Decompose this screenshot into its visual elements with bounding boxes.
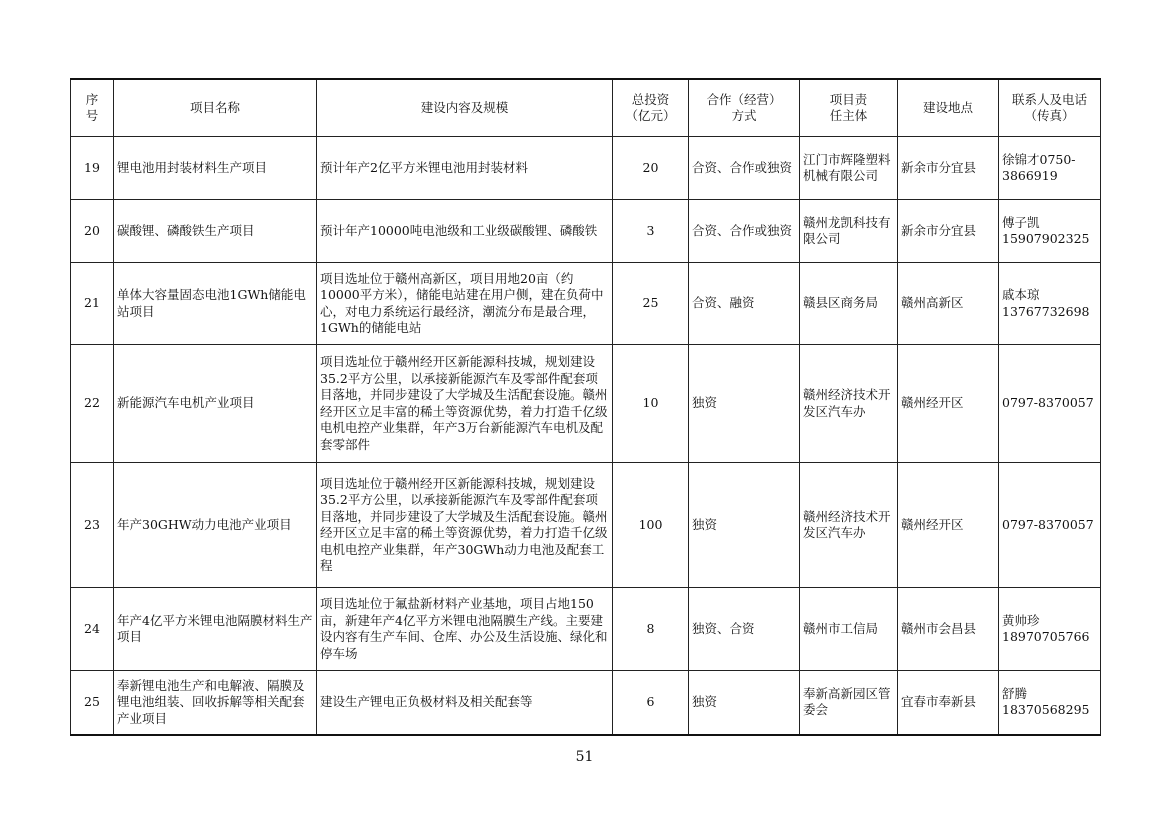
cell-owner: 赣州经济技术开发区汽车办 — [800, 463, 898, 588]
cell-cooperation: 合资、合作或独资 — [689, 137, 800, 200]
cell-location: 赣州经开区 — [898, 463, 999, 588]
cell-cooperation: 合资、融资 — [689, 263, 800, 345]
cell-name: 单体大容量固态电池1GWh储能电站项目 — [114, 263, 317, 345]
cell-investment: 20 — [613, 137, 689, 200]
cell-name: 年产4亿平方米锂电池隔膜材料生产项目 — [114, 588, 317, 671]
cell-name: 锂电池用封装材料生产项目 — [114, 137, 317, 200]
table-row — [71, 200, 1101, 263]
cell-location: 赣州市会昌县 — [898, 588, 999, 671]
cell-cooperation: 独资 — [689, 345, 800, 463]
cell-name: 新能源汽车电机产业项目 — [114, 345, 317, 463]
cell-contact: 0797-8370057 — [999, 345, 1101, 463]
projects-table — [70, 78, 1101, 736]
header-seq: 序 号 — [71, 79, 114, 137]
cell-investment: 8 — [613, 588, 689, 671]
cell-content: 预计年产2亿平方米锂电池用封装材料 — [317, 137, 613, 200]
cell-seq: 21 — [71, 263, 114, 345]
cell-investment: 100 — [613, 463, 689, 588]
cell-content: 项目选址位于赣州经开区新能源科技城，规划建设35.2平方公里，以承接新能源汽车及零部件配套项目落地，并同步建设了大学城及生活配套设施。赣州经开区立足丰富的稀土等资源优势，着力打造千亿级电机电控产业集群，年产3万台新能源汽车电机及配套零部件 — [317, 345, 613, 463]
table-header-row — [71, 79, 1101, 137]
cell-contact: 傅子凯15907902325 — [999, 200, 1101, 263]
table-row — [71, 137, 1101, 200]
cell-content: 预计年产10000吨电池级和工业级碳酸锂、磷酸铁 — [317, 200, 613, 263]
cell-owner: 奉新高新园区管委会 — [800, 671, 898, 735]
cell-owner: 赣县区商务局 — [800, 263, 898, 345]
table-row — [71, 463, 1101, 588]
cell-investment: 6 — [613, 671, 689, 735]
cell-contact: 舒腾18370568295 — [999, 671, 1101, 735]
cell-seq: 19 — [71, 137, 114, 200]
cell-location: 宜春市奉新县 — [898, 671, 999, 735]
cell-content: 项目选址位于赣州经开区新能源科技城，规划建设35.2平方公里，以承接新能源汽车及零部件配套项目落地，并同步建设了大学城及生活配套设施。赣州经开区立足丰富的稀土等资源优势，着力打造千亿级电机电控产业集群，年产30GWh动力电池及配套工程 — [317, 463, 613, 588]
cell-seq: 24 — [71, 588, 114, 671]
cell-seq: 23 — [71, 463, 114, 588]
cell-owner: 江门市辉隆塑料机械有限公司 — [800, 137, 898, 200]
table-row — [71, 671, 1101, 735]
cell-content: 建设生产锂电正负极材料及相关配套等 — [317, 671, 613, 735]
cell-location: 新余市分宜县 — [898, 200, 999, 263]
cell-investment: 3 — [613, 200, 689, 263]
header-name: 项目名称 — [114, 79, 317, 137]
table-row — [71, 263, 1101, 345]
cell-cooperation: 独资 — [689, 463, 800, 588]
cell-owner: 赣州龙凯科技有限公司 — [800, 200, 898, 263]
cell-investment: 10 — [613, 345, 689, 463]
cell-owner: 赣州经济技术开发区汽车办 — [800, 345, 898, 463]
cell-seq: 25 — [71, 671, 114, 735]
cell-content: 项目选址位于赣州高新区，项目用地20亩（约10000平方米），储能电站建在用户侧，建在负荷中心，对电力系统运行最经济，潮流分布是最合理，1GWh的储能电站 — [317, 263, 613, 345]
header-investment: 总投资 （亿元） — [613, 79, 689, 137]
cell-cooperation: 独资、合资 — [689, 588, 800, 671]
cell-seq: 20 — [71, 200, 114, 263]
header-cooperation: 合作（经营） 方式 — [689, 79, 800, 137]
cell-contact: 0797-8370057 — [999, 463, 1101, 588]
cell-owner: 赣州市工信局 — [800, 588, 898, 671]
cell-content: 项目选址位于氟盐新材料产业基地，项目占地150亩，新建年产4亿平方米锂电池隔膜生产线。主要建设内容有生产车间、仓库、办公及生活设施、绿化和停车场 — [317, 588, 613, 671]
cell-name: 碳酸锂、磷酸铁生产项目 — [114, 200, 317, 263]
cell-name: 年产30GHW动力电池产业项目 — [114, 463, 317, 588]
table-row — [71, 588, 1101, 671]
header-location: 建设地点 — [898, 79, 999, 137]
cell-contact: 徐锦才0750-3866919 — [999, 137, 1101, 200]
header-owner: 项目责 任主体 — [800, 79, 898, 137]
cell-location: 赣州高新区 — [898, 263, 999, 345]
table-row — [71, 345, 1101, 463]
cell-name: 奉新锂电池生产和电解液、隔膜及锂电池组装、回收拆解等相关配套产业项目 — [114, 671, 317, 735]
cell-cooperation: 合资、合作或独资 — [689, 200, 800, 263]
cell-contact: 戚本琼13767732698 — [999, 263, 1101, 345]
header-contact: 联系人及电话 （传真） — [999, 79, 1101, 137]
cell-cooperation: 独资 — [689, 671, 800, 735]
cell-seq: 22 — [71, 345, 114, 463]
page-number: 51 — [575, 749, 594, 765]
cell-investment: 25 — [613, 263, 689, 345]
cell-location: 新余市分宜县 — [898, 137, 999, 200]
cell-contact: 黄帅珍18970705766 — [999, 588, 1101, 671]
cell-location: 赣州经开区 — [898, 345, 999, 463]
header-content: 建设内容及规模 — [317, 79, 613, 137]
